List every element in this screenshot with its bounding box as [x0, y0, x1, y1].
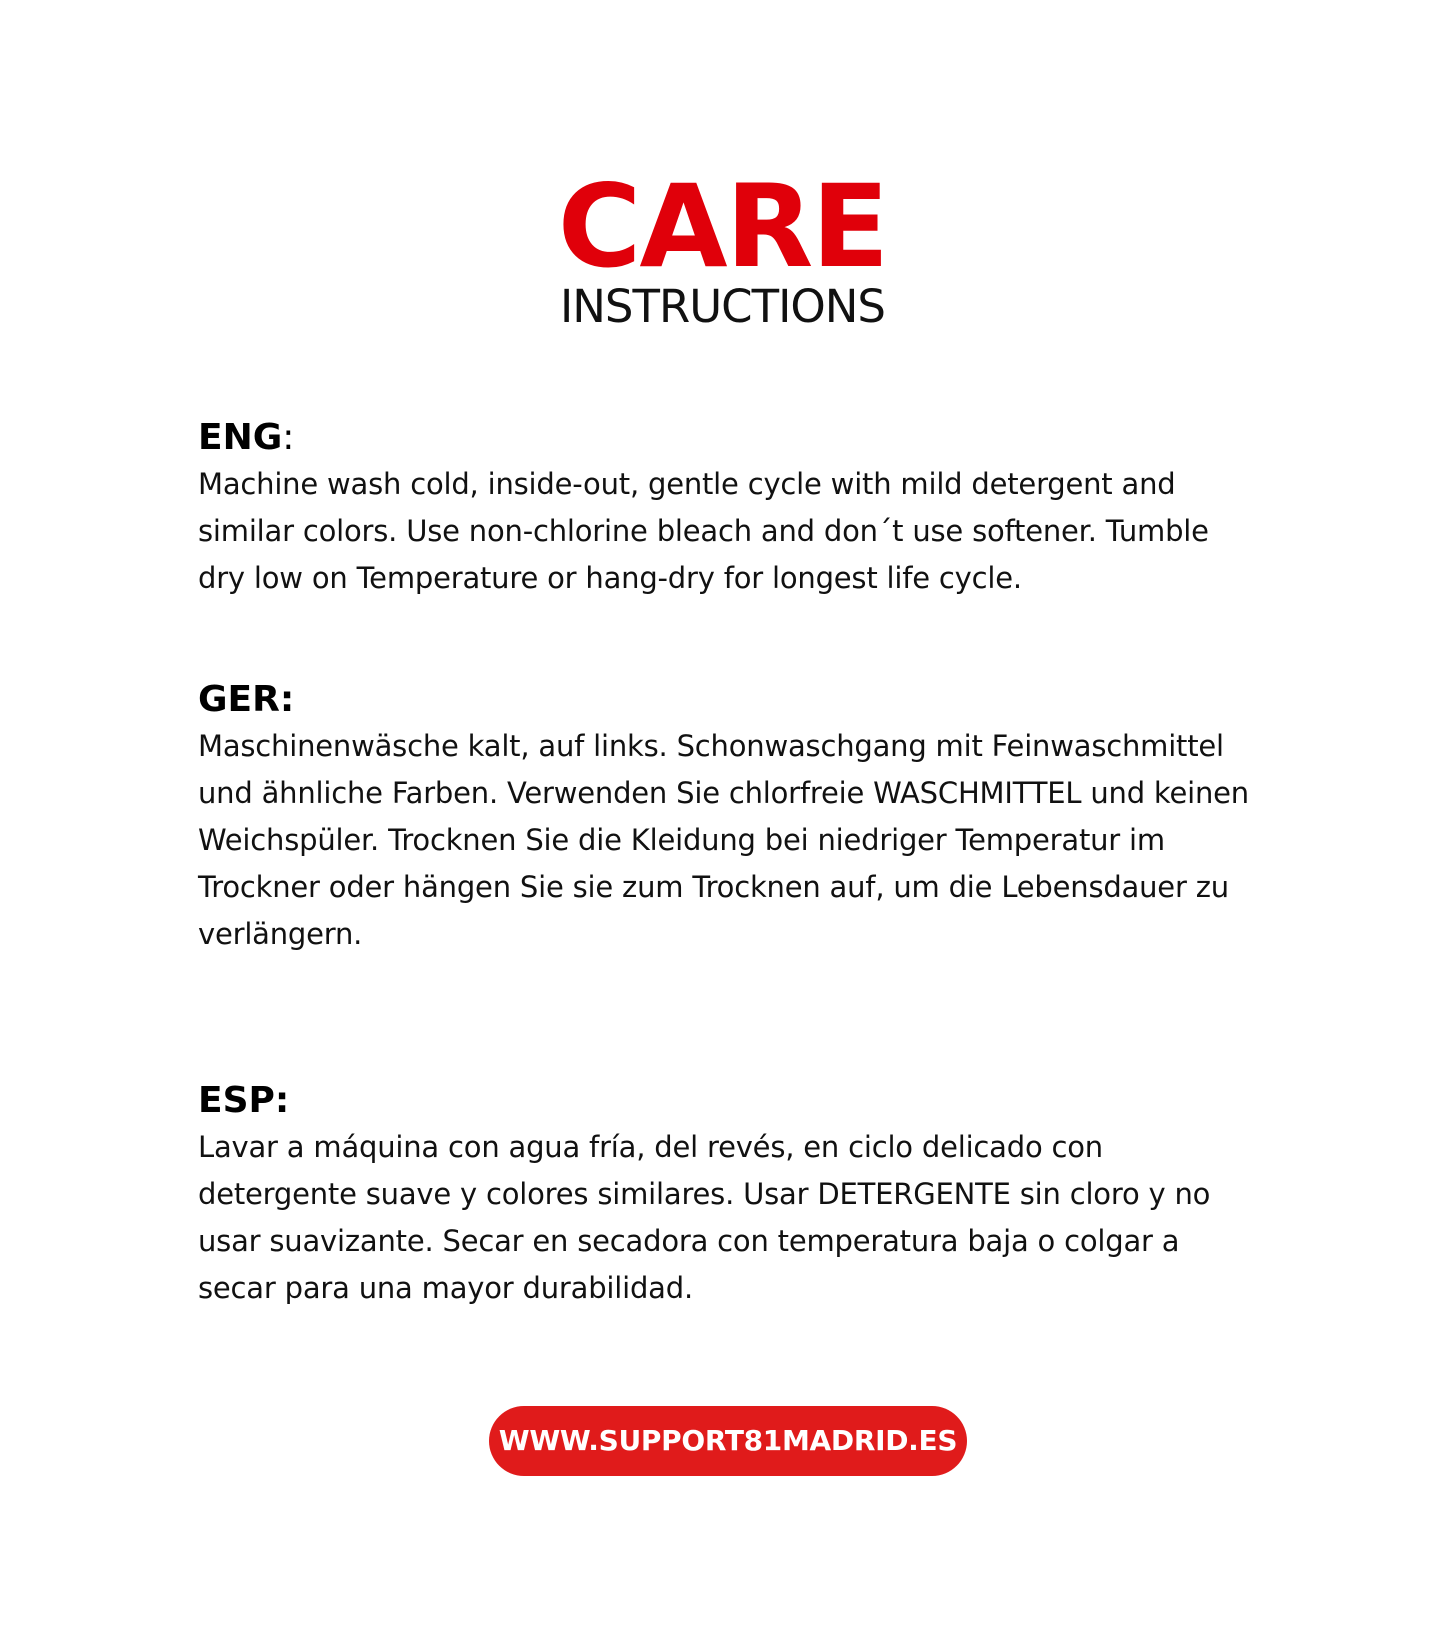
- section-heading-ger: GER:: [198, 679, 295, 720]
- section-heading-esp: ESP:: [198, 1080, 290, 1121]
- section-esp: [198, 1078, 1258, 1312]
- section-text-esp: Lavar a máquina con agua fría, del revés, en ciclo delicado con detergente suave y colores similares. Usar DETERGENTE sin cloro y no usar suavizante. Secar en secadora con temperatura baja o colgar a secar para una mayor durabilidad.: [198, 1130, 1211, 1305]
- title-block: [0, 160, 1445, 333]
- section-text-eng: Machine wash cold, inside-out, gentle cycle with mild detergent and similar colors. Use non-chlorine bleach and don´t use softener. Tumble dry low on Temperature or hang-dry for longest life cycle.: [198, 467, 1209, 595]
- section-text-ger: Maschinenwäsche kalt, auf links. Schonwaschgang mit Feinwaschmittel und ähnliche Farben. Verwenden Sie chlorfreie WASCHMITTEL und keinen Weichspüler. Trocknen Sie die Kleidung bei niedriger Temperatur im Trockner oder hängen Sie sie zum Trocknen auf, um die Lebensdauer zu verlängern.: [198, 729, 1249, 951]
- website-url-button[interactable]: WWW.SUPPORT81MADRID.ES: [489, 1406, 967, 1476]
- section-eng: [198, 415, 1258, 602]
- title-instructions: INSTRUCTIONS: [559, 280, 886, 333]
- section-heading-eng: ENG:: [198, 417, 295, 458]
- section-ger: [198, 677, 1258, 958]
- title-care: CARE: [557, 160, 888, 293]
